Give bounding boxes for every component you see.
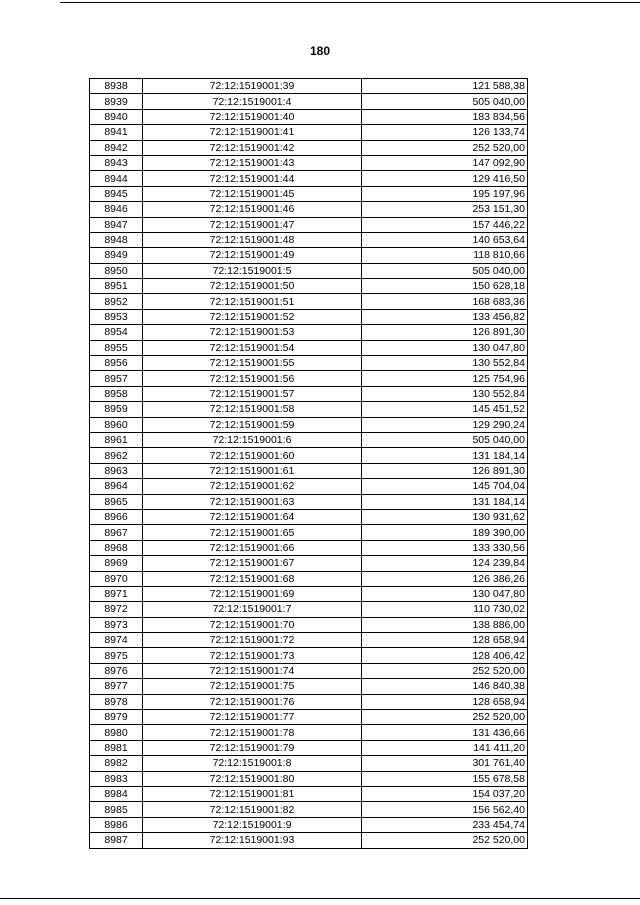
cadastral-number: 72:12:1519001:46 [143, 202, 362, 217]
row-number: 8961 [90, 432, 143, 447]
cadastral-number: 72:12:1519001:6 [143, 432, 362, 447]
table-row [90, 617, 528, 632]
table-row [90, 802, 528, 817]
row-number: 8941 [90, 125, 143, 140]
row-number: 8968 [90, 540, 143, 555]
row-number: 8960 [90, 417, 143, 432]
row-number: 8977 [90, 679, 143, 694]
table-row [90, 602, 528, 617]
table-row [90, 79, 528, 94]
cadastral-value: 130 047,80 [362, 340, 528, 355]
table-row [90, 371, 528, 386]
table-row [90, 109, 528, 124]
cadastral-number: 72:12:1519001:76 [143, 694, 362, 709]
cadastral-number: 72:12:1519001:50 [143, 279, 362, 294]
row-number: 8974 [90, 633, 143, 648]
table-row [90, 186, 528, 201]
cadastral-value: 125 754,96 [362, 371, 528, 386]
row-number: 8959 [90, 402, 143, 417]
table-row [90, 125, 528, 140]
cadastral-number: 72:12:1519001:81 [143, 786, 362, 801]
cadastral-value: 141 411,20 [362, 740, 528, 755]
row-number: 8955 [90, 340, 143, 355]
table-row [90, 356, 528, 371]
table-row [90, 663, 528, 678]
row-number: 8942 [90, 140, 143, 155]
row-number: 8976 [90, 663, 143, 678]
cadastral-value: 126 891,30 [362, 325, 528, 340]
cadastral-value: 140 653,64 [362, 232, 528, 247]
table-row [90, 263, 528, 278]
cadastral-number: 72:12:1519001:75 [143, 679, 362, 694]
cadastral-value: 133 330,56 [362, 540, 528, 555]
cadastral-number: 72:12:1519001:8 [143, 756, 362, 771]
table-row [90, 417, 528, 432]
cadastral-value: 252 520,00 [362, 663, 528, 678]
table-row [90, 525, 528, 540]
table-row [90, 402, 528, 417]
table-row [90, 217, 528, 232]
cadastral-number: 72:12:1519001:82 [143, 802, 362, 817]
cadastral-value-table [89, 78, 528, 849]
cadastral-number: 72:12:1519001:39 [143, 79, 362, 94]
row-number: 8970 [90, 571, 143, 586]
page-number: 180 [309, 44, 331, 58]
cadastral-number: 72:12:1519001:48 [143, 232, 362, 247]
cadastral-value: 168 683,36 [362, 294, 528, 309]
table-row [90, 140, 528, 155]
table-row [90, 309, 528, 324]
cadastral-number: 72:12:1519001:66 [143, 540, 362, 555]
table-row [90, 171, 528, 186]
cadastral-number: 72:12:1519001:65 [143, 525, 362, 540]
row-number: 8967 [90, 525, 143, 540]
cadastral-number: 72:12:1519001:56 [143, 371, 362, 386]
table-row [90, 325, 528, 340]
table-row [90, 817, 528, 832]
cadastral-value: 130 552,84 [362, 356, 528, 371]
table-row [90, 586, 528, 601]
cadastral-value: 121 588,38 [362, 79, 528, 94]
row-number: 8939 [90, 94, 143, 109]
top-divider [60, 2, 640, 3]
table-row [90, 571, 528, 586]
cadastral-number: 72:12:1519001:64 [143, 509, 362, 524]
row-number: 8950 [90, 263, 143, 278]
table-row [90, 340, 528, 355]
table-row [90, 633, 528, 648]
cadastral-value: 505 040,00 [362, 94, 528, 109]
cadastral-value: 130 931,62 [362, 509, 528, 524]
cadastral-number: 72:12:1519001:58 [143, 402, 362, 417]
cadastral-value: 131 436,66 [362, 725, 528, 740]
table-row [90, 740, 528, 755]
table-row [90, 694, 528, 709]
cadastral-value: 146 840,38 [362, 679, 528, 694]
row-number: 8986 [90, 817, 143, 832]
cadastral-value: 128 406,42 [362, 648, 528, 663]
table-row [90, 540, 528, 555]
row-number: 8946 [90, 202, 143, 217]
cadastral-value: 505 040,00 [362, 263, 528, 278]
table-row [90, 710, 528, 725]
cadastral-number: 72:12:1519001:79 [143, 740, 362, 755]
cadastral-number: 72:12:1519001:55 [143, 356, 362, 371]
table-row [90, 294, 528, 309]
cadastral-value: 145 451,52 [362, 402, 528, 417]
cadastral-number: 72:12:1519001:4 [143, 94, 362, 109]
cadastral-value: 128 658,94 [362, 633, 528, 648]
row-number: 8980 [90, 725, 143, 740]
row-number: 8952 [90, 294, 143, 309]
table-row [90, 509, 528, 524]
row-number: 8984 [90, 786, 143, 801]
cadastral-value: 156 562,40 [362, 802, 528, 817]
cadastral-value: 301 761,40 [362, 756, 528, 771]
row-number: 8983 [90, 771, 143, 786]
cadastral-value: 131 184,14 [362, 448, 528, 463]
cadastral-value: 131 184,14 [362, 494, 528, 509]
table-row [90, 494, 528, 509]
row-number: 8944 [90, 171, 143, 186]
row-number: 8947 [90, 217, 143, 232]
cadastral-value: 126 386,26 [362, 571, 528, 586]
cadastral-number: 72:12:1519001:47 [143, 217, 362, 232]
cadastral-value: 126 133,74 [362, 125, 528, 140]
cadastral-value: 252 520,00 [362, 140, 528, 155]
cadastral-number: 72:12:1519001:57 [143, 386, 362, 401]
cadastral-value: 128 658,94 [362, 694, 528, 709]
cadastral-value: 150 628,18 [362, 279, 528, 294]
cadastral-number: 72:12:1519001:53 [143, 325, 362, 340]
row-number: 8962 [90, 448, 143, 463]
cadastral-number: 72:12:1519001:68 [143, 571, 362, 586]
row-number: 8954 [90, 325, 143, 340]
cadastral-number: 72:12:1519001:7 [143, 602, 362, 617]
cadastral-number: 72:12:1519001:43 [143, 155, 362, 170]
cadastral-value: 157 446,22 [362, 217, 528, 232]
row-number: 8945 [90, 186, 143, 201]
cadastral-value: 147 092,90 [362, 155, 528, 170]
cadastral-number: 72:12:1519001:5 [143, 263, 362, 278]
table-row [90, 202, 528, 217]
cadastral-value: 129 290,24 [362, 417, 528, 432]
cadastral-value: 130 047,80 [362, 586, 528, 601]
row-number: 8949 [90, 248, 143, 263]
row-number: 8972 [90, 602, 143, 617]
table-row [90, 556, 528, 571]
table-row [90, 248, 528, 263]
cadastral-number: 72:12:1519001:41 [143, 125, 362, 140]
cadastral-number: 72:12:1519001:62 [143, 479, 362, 494]
table-row [90, 479, 528, 494]
cadastral-value: 124 239,84 [362, 556, 528, 571]
row-number: 8940 [90, 109, 143, 124]
cadastral-value: 126 891,30 [362, 463, 528, 478]
cadastral-value: 252 520,00 [362, 833, 528, 848]
cadastral-number: 72:12:1519001:59 [143, 417, 362, 432]
cadastral-number: 72:12:1519001:70 [143, 617, 362, 632]
cadastral-value: 154 037,20 [362, 786, 528, 801]
cadastral-value: 252 520,00 [362, 710, 528, 725]
row-number: 8973 [90, 617, 143, 632]
row-number: 8948 [90, 232, 143, 247]
row-number: 8978 [90, 694, 143, 709]
cadastral-number: 72:12:1519001:9 [143, 817, 362, 832]
row-number: 8987 [90, 833, 143, 848]
cadastral-value: 110 730,02 [362, 602, 528, 617]
table-row [90, 756, 528, 771]
cadastral-value: 129 416,50 [362, 171, 528, 186]
cadastral-value: 145 704,04 [362, 479, 528, 494]
cadastral-number: 72:12:1519001:69 [143, 586, 362, 601]
row-number: 8943 [90, 155, 143, 170]
row-number: 8981 [90, 740, 143, 755]
cadastral-value: 155 678,58 [362, 771, 528, 786]
table-row [90, 232, 528, 247]
cadastral-value: 130 552,84 [362, 386, 528, 401]
row-number: 8966 [90, 509, 143, 524]
cadastral-number: 72:12:1519001:40 [143, 109, 362, 124]
table-row [90, 771, 528, 786]
row-number: 8938 [90, 79, 143, 94]
row-number: 8958 [90, 386, 143, 401]
table-row [90, 279, 528, 294]
cadastral-number: 72:12:1519001:42 [143, 140, 362, 155]
cadastral-number: 72:12:1519001:80 [143, 771, 362, 786]
cadastral-number: 72:12:1519001:67 [143, 556, 362, 571]
cadastral-number: 72:12:1519001:45 [143, 186, 362, 201]
cadastral-value: 189 390,00 [362, 525, 528, 540]
cadastral-number: 72:12:1519001:49 [143, 248, 362, 263]
table-row [90, 386, 528, 401]
row-number: 8985 [90, 802, 143, 817]
row-number: 8963 [90, 463, 143, 478]
row-number: 8957 [90, 371, 143, 386]
cadastral-value: 505 040,00 [362, 432, 528, 447]
row-number: 8969 [90, 556, 143, 571]
cadastral-number: 72:12:1519001:44 [143, 171, 362, 186]
row-number: 8979 [90, 710, 143, 725]
row-number: 8975 [90, 648, 143, 663]
cadastral-number: 72:12:1519001:78 [143, 725, 362, 740]
table-row [90, 94, 528, 109]
table-row [90, 648, 528, 663]
table-row [90, 833, 528, 848]
row-number: 8953 [90, 309, 143, 324]
table-row [90, 725, 528, 740]
row-number: 8951 [90, 279, 143, 294]
cadastral-number: 72:12:1519001:61 [143, 463, 362, 478]
cadastral-number: 72:12:1519001:74 [143, 663, 362, 678]
cadastral-number: 72:12:1519001:52 [143, 309, 362, 324]
cadastral-value: 133 456,82 [362, 309, 528, 324]
bottom-divider [0, 898, 640, 899]
table-row [90, 448, 528, 463]
row-number: 8956 [90, 356, 143, 371]
cadastral-value: 183 834,56 [362, 109, 528, 124]
cadastral-number: 72:12:1519001:60 [143, 448, 362, 463]
table-row [90, 463, 528, 478]
cadastral-number: 72:12:1519001:73 [143, 648, 362, 663]
cadastral-value: 138 886,00 [362, 617, 528, 632]
cadastral-value: 195 197,96 [362, 186, 528, 201]
cadastral-value: 253 151,30 [362, 202, 528, 217]
cadastral-number: 72:12:1519001:72 [143, 633, 362, 648]
table-row [90, 786, 528, 801]
cadastral-number: 72:12:1519001:93 [143, 833, 362, 848]
row-number: 8982 [90, 756, 143, 771]
table-row [90, 679, 528, 694]
cadastral-number: 72:12:1519001:54 [143, 340, 362, 355]
row-number: 8964 [90, 479, 143, 494]
row-number: 8965 [90, 494, 143, 509]
table-row [90, 432, 528, 447]
cadastral-number: 72:12:1519001:51 [143, 294, 362, 309]
cadastral-number: 72:12:1519001:77 [143, 710, 362, 725]
row-number: 8971 [90, 586, 143, 601]
table-body [90, 79, 528, 849]
cadastral-value: 118 810,66 [362, 248, 528, 263]
cadastral-value: 233 454,74 [362, 817, 528, 832]
cadastral-number: 72:12:1519001:63 [143, 494, 362, 509]
table-row [90, 155, 528, 170]
